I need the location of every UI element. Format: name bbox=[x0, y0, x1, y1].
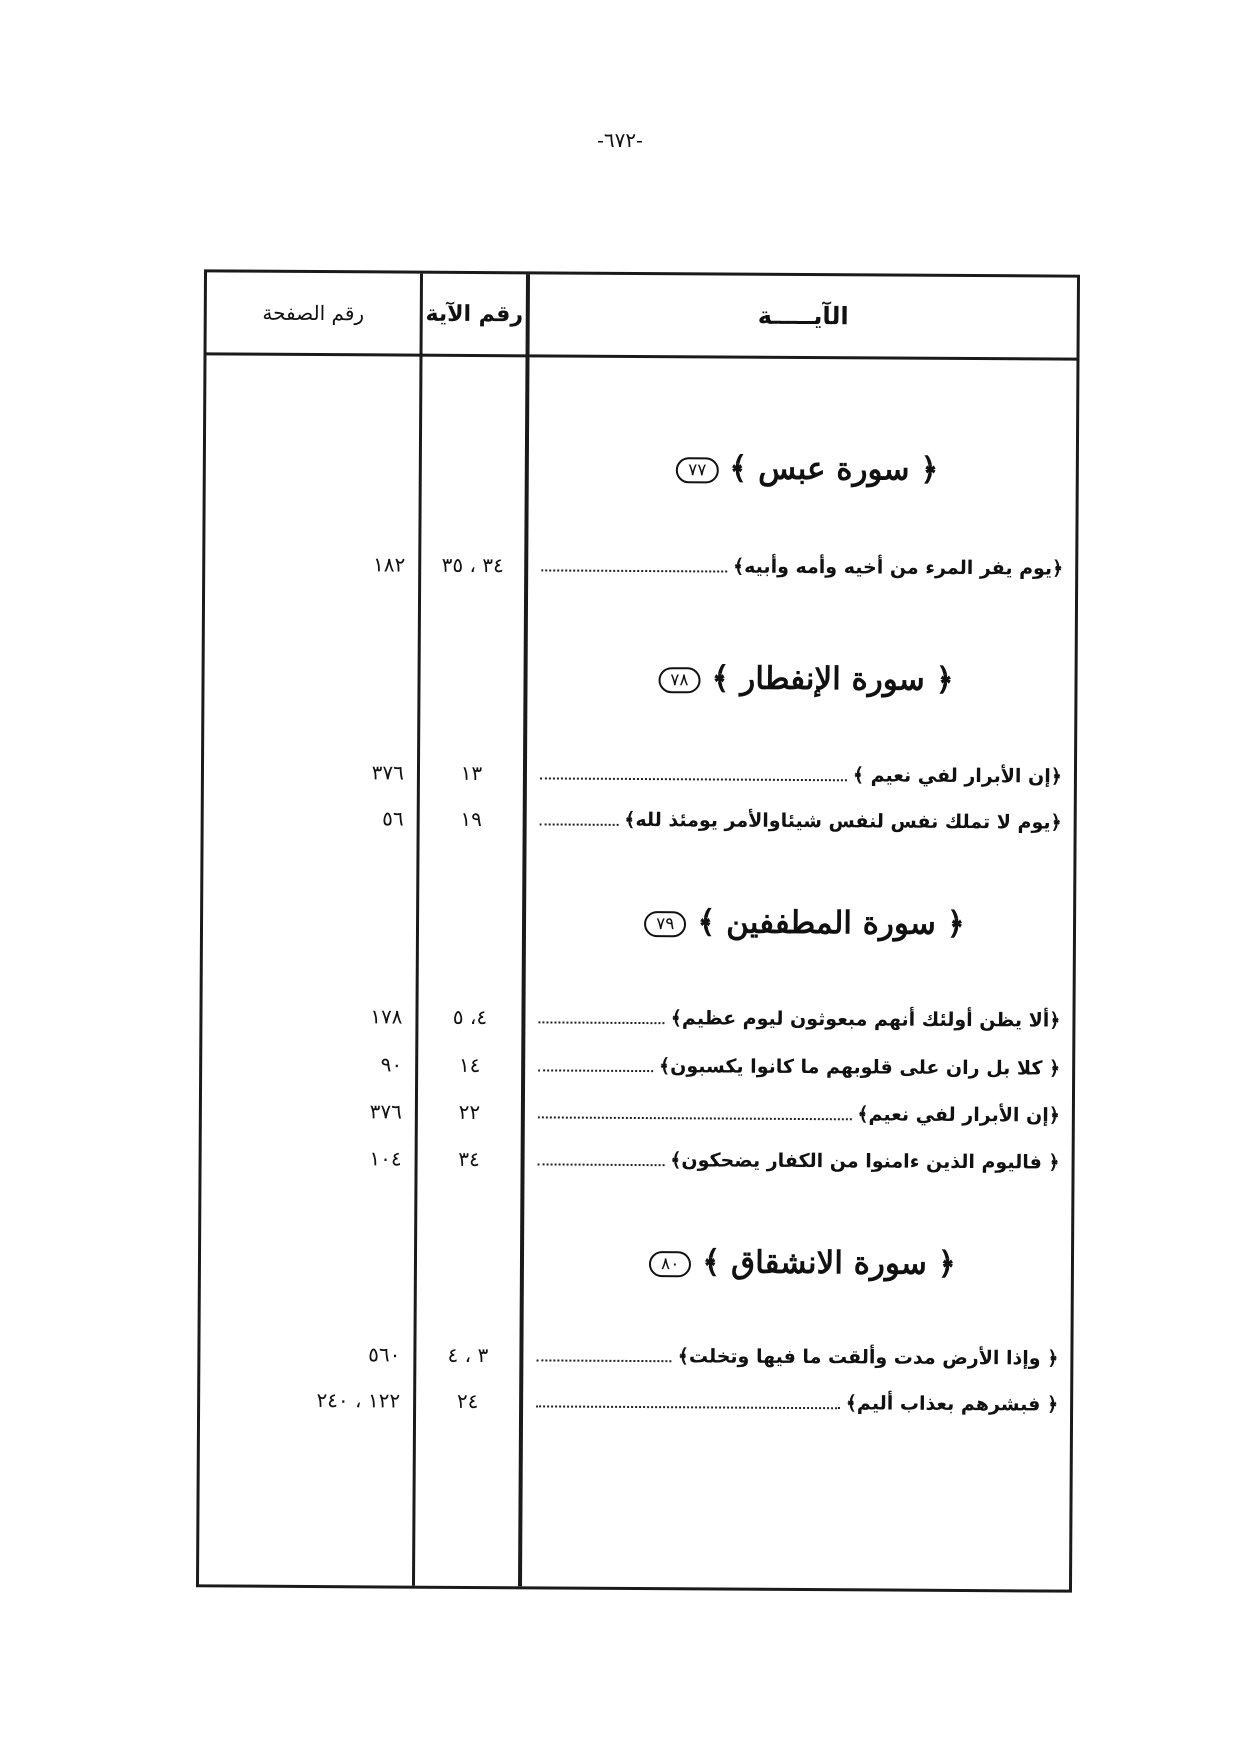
verse-number-cell: ٢٢ bbox=[458, 1099, 481, 1125]
surah-title: ﴿ سورة الانشقاق ﴾ bbox=[702, 1244, 956, 1282]
verse-text: ﴿ فبشرهم بعذاب أليم﴾ bbox=[845, 1392, 1059, 1416]
surah-number-badge: ٨٠ bbox=[649, 1251, 691, 1277]
surah-number-badge: ٧٨ bbox=[658, 667, 700, 693]
surah-heading bbox=[526, 903, 1073, 942]
surah-title: ﴿ سورة عبس ﴾ bbox=[729, 450, 939, 488]
verse-number-cell: ٢٤ bbox=[456, 1388, 479, 1414]
verse-number-cell: ٣٤ ، ٣٥ bbox=[441, 552, 504, 578]
verse-number-cell: ٣ ، ٤ bbox=[447, 1342, 489, 1368]
table-row bbox=[202, 997, 1072, 1038]
verse-number-cell: ١٣ bbox=[460, 760, 483, 786]
leader-dots bbox=[538, 1163, 665, 1166]
table-row bbox=[202, 1045, 1072, 1086]
leader-dots bbox=[536, 1359, 671, 1362]
leader-dots bbox=[541, 569, 727, 572]
verse-text-cell bbox=[538, 1094, 1060, 1133]
verse-text-cell bbox=[541, 547, 1063, 586]
header-verse-number: رقم الآية bbox=[425, 301, 524, 327]
verse-text-cell bbox=[538, 1047, 1060, 1086]
verse-text: ﴿يوم يفر المرء من أخيه وأمه وأبيه﴾ bbox=[732, 555, 1064, 580]
header-ayah: الآيـــــة bbox=[757, 301, 849, 331]
surah-title: ﴿ سورة المطففين ﴾ bbox=[697, 904, 966, 942]
page-cell: ١٢٢ ، ٢٤٠ bbox=[316, 1388, 401, 1413]
verse-text-cell bbox=[538, 999, 1060, 1038]
verse-text-cell bbox=[537, 1141, 1059, 1180]
surah-heading bbox=[524, 1243, 1071, 1282]
table-row bbox=[204, 799, 1074, 840]
surah-number-badge: ٧٩ bbox=[644, 911, 686, 937]
verse-text: ﴿ فاليوم الذين ءامنوا من الكفار يضحكون﴾ bbox=[670, 1149, 1060, 1174]
verse-text: ﴿ كلا بل ران على قلوبهم ما كانوا يكسبون﴾ bbox=[658, 1055, 1061, 1080]
page-cell: ١٧٨ bbox=[370, 1004, 403, 1029]
verse-text: ﴿ وإذا الأرض مدت وألقت ما فيها وتخلت﴾ bbox=[677, 1345, 1059, 1370]
leader-dots bbox=[540, 777, 847, 781]
page-cell: ٥٦ bbox=[382, 806, 404, 831]
leader-dots bbox=[540, 823, 619, 825]
surah-number-badge: ٧٧ bbox=[676, 457, 718, 483]
page-number: -٦٧٢- bbox=[597, 128, 643, 152]
verse-text-cell bbox=[540, 755, 1062, 794]
table-row bbox=[200, 1381, 1070, 1422]
leader-dots bbox=[538, 1116, 852, 1120]
table-row bbox=[201, 1139, 1071, 1180]
page-cell: ١٠٤ bbox=[369, 1146, 402, 1171]
verse-text: ﴿إن الأبرار لفي نعيم﴾ bbox=[857, 1103, 1060, 1127]
verse-text-cell bbox=[536, 1337, 1058, 1376]
page-cell: ٣٧٦ bbox=[369, 1099, 402, 1124]
verse-text-cell bbox=[540, 801, 1062, 840]
page-cell: ٣٧٦ bbox=[371, 760, 405, 785]
verse-text: ﴿يوم لا تملك نفس لنفس شيئاوالأمر يومئذ لله﴾ bbox=[624, 808, 1062, 834]
table-body bbox=[199, 355, 1076, 1589]
surah-title: ﴿ سورة الإنفطار ﴾ bbox=[711, 660, 954, 698]
page-cell: ٩٠ bbox=[380, 1052, 403, 1077]
header-page-number: رقم الصفحة bbox=[262, 300, 365, 326]
verse-number-cell: ١٤ bbox=[458, 1052, 481, 1078]
leader-dots bbox=[538, 1021, 664, 1024]
verse-number-cell: ٤، ٥ bbox=[452, 1004, 488, 1030]
table-row bbox=[202, 1092, 1072, 1133]
verse-number-cell: ٣٤ bbox=[458, 1146, 480, 1172]
leader-dots bbox=[536, 1405, 840, 1409]
page-cell: ٥٦٠ bbox=[368, 1342, 401, 1367]
verse-text: ﴿ألا يظن أولئك أنهم مبعوثون ليوم عظيم﴾ bbox=[670, 1007, 1061, 1032]
verse-text: ﴿إن الأبرار لفي نعيم ﴾ bbox=[852, 764, 1063, 788]
table-row bbox=[205, 545, 1075, 586]
page-cell: ١٨٢ bbox=[372, 552, 406, 577]
surah-heading bbox=[529, 449, 1076, 488]
table-row bbox=[204, 753, 1074, 794]
verse-number-cell: ١٩ bbox=[460, 806, 482, 832]
verse-text-cell bbox=[536, 1383, 1058, 1422]
table-row bbox=[200, 1335, 1070, 1376]
verse-index-table bbox=[196, 269, 1080, 1592]
leader-dots bbox=[538, 1069, 653, 1072]
surah-heading bbox=[527, 659, 1074, 698]
